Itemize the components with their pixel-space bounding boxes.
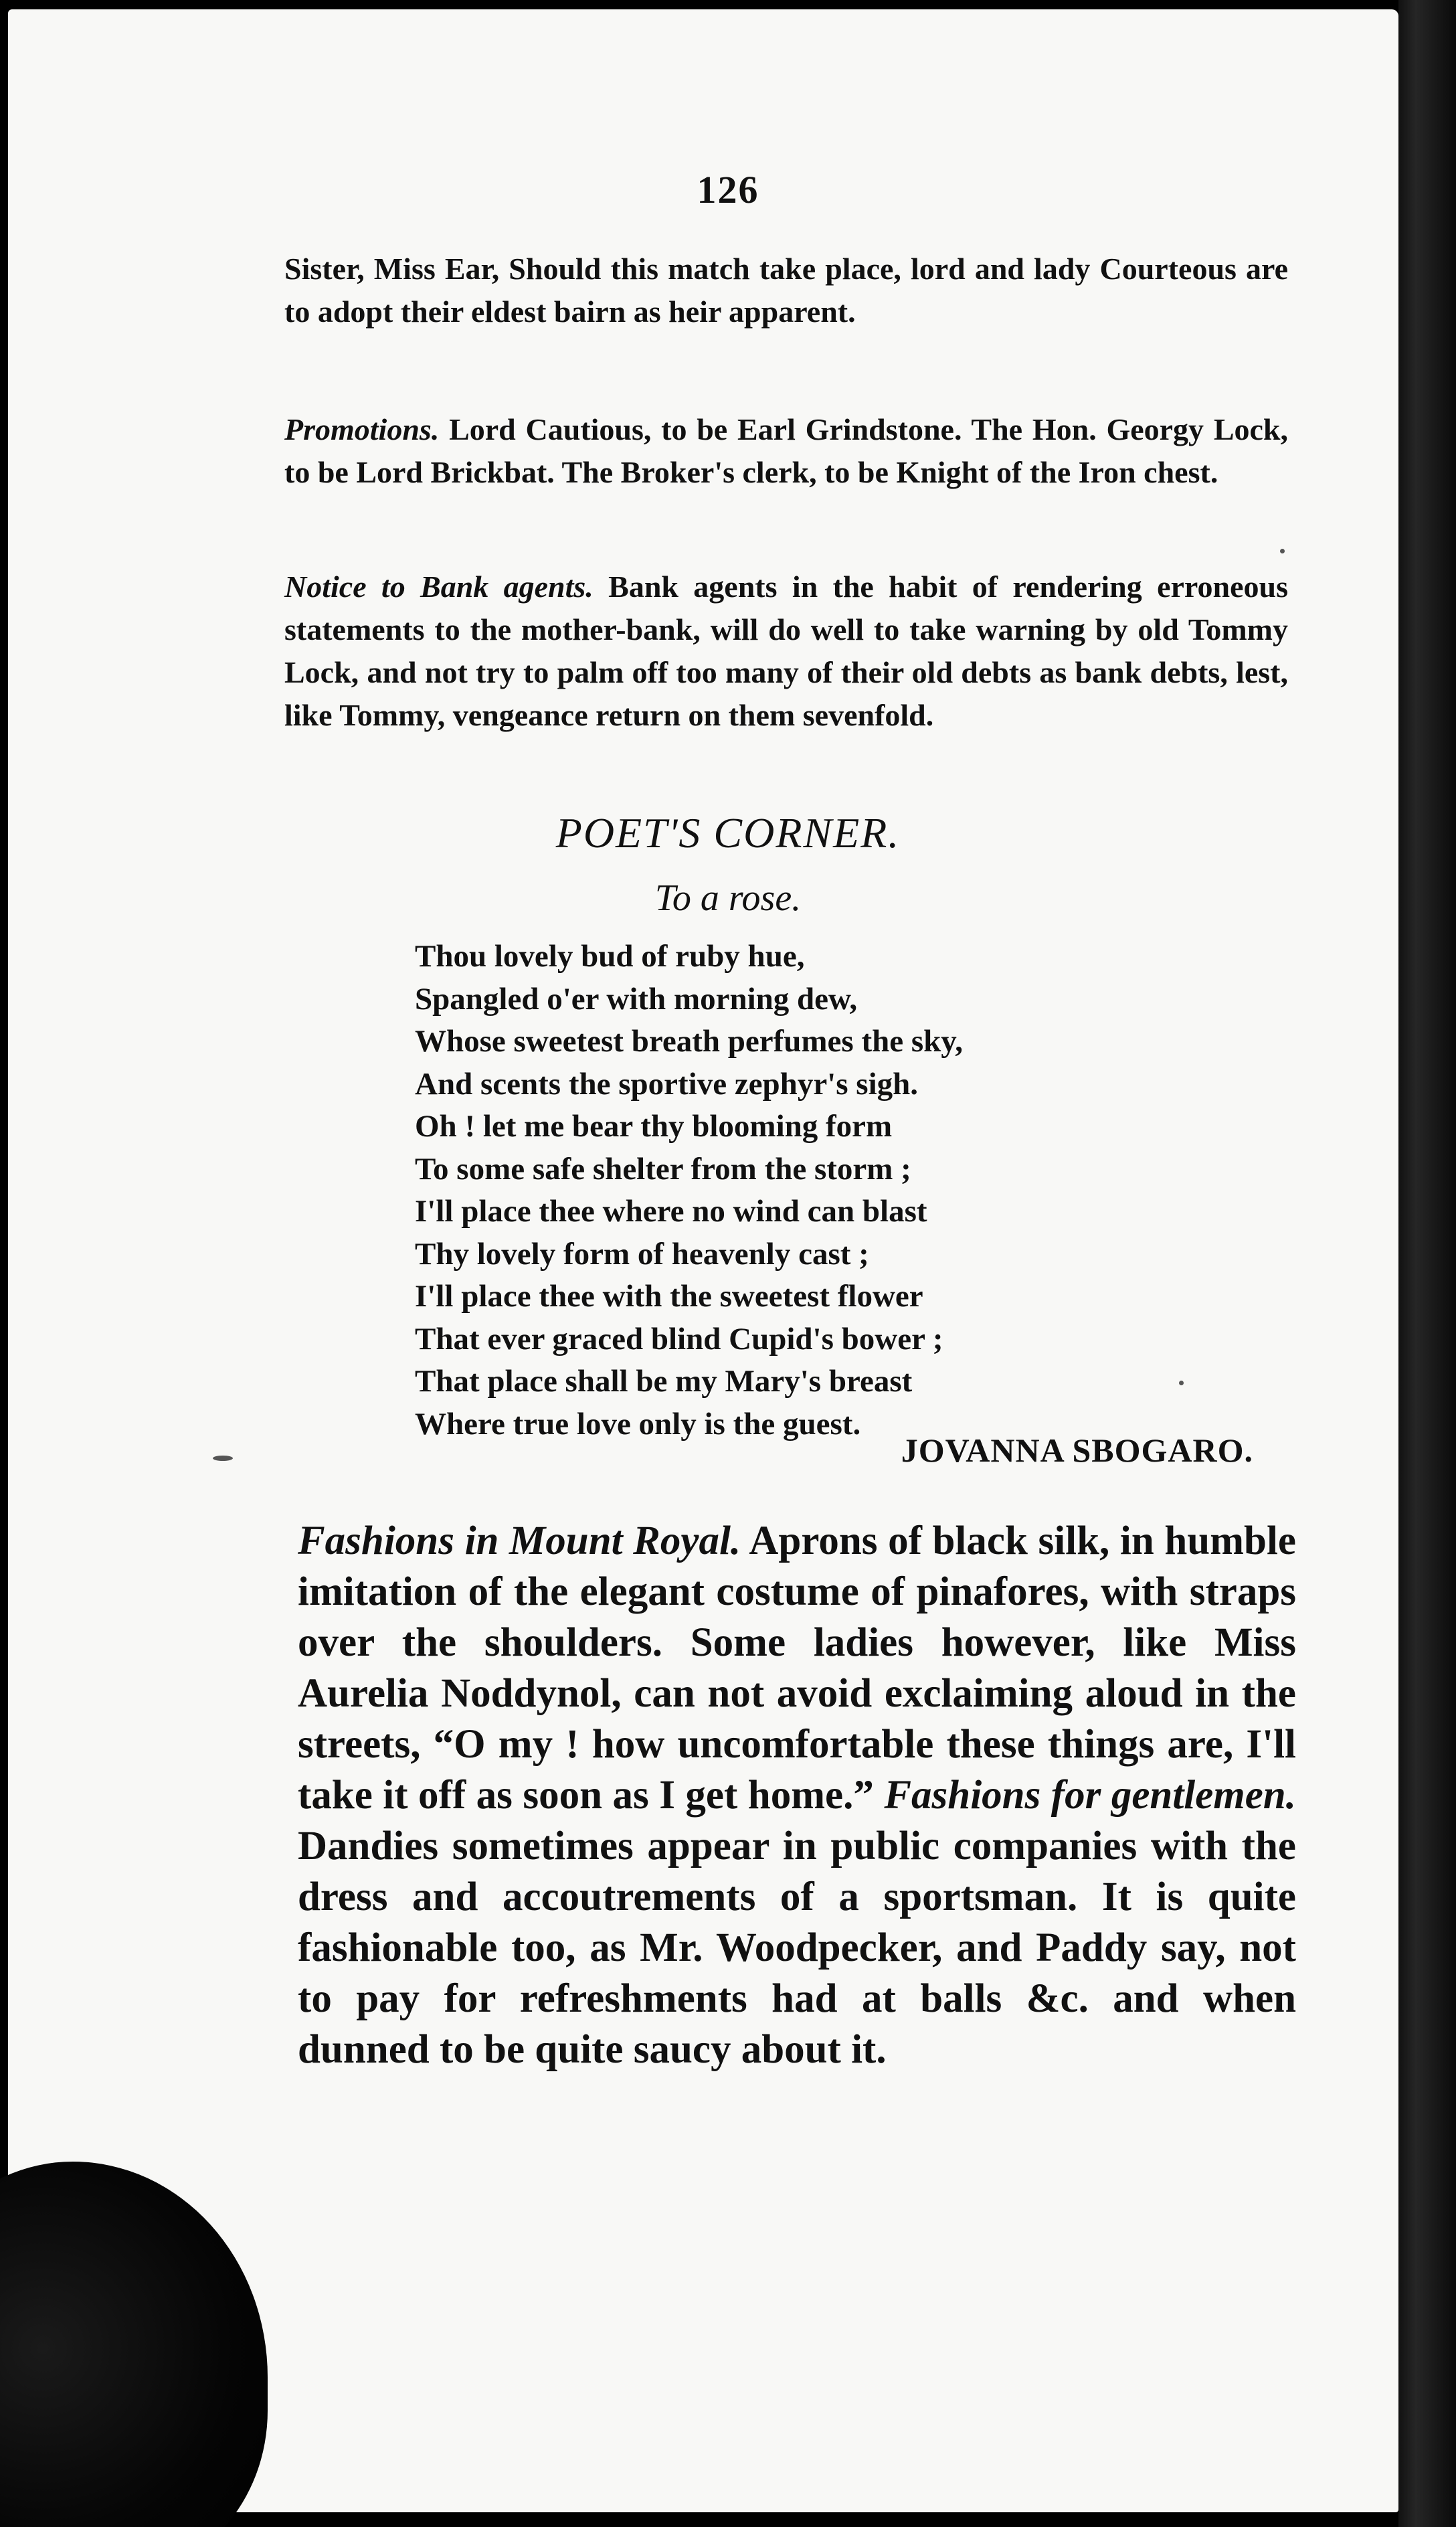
poem-line: That ever graced blind Cupid's bower ; (415, 1321, 943, 1357)
poem-line: Whose sweetest breath perfumes the sky, (415, 1024, 963, 1059)
poem-line: I'll place thee where no wind can blast (415, 1194, 927, 1229)
poem-line: Spangled o'er with morning dew, (415, 981, 858, 1017)
paragraph-text: Dandies sometimes appear in public companies with the dress and accoutrements of a sportsman. It is quite fashionable too, as Mr. Woodpecker, and Paddy say, not to pay for refreshments had at balls &c. and when dunned to be quite saucy about it. (298, 1824, 1296, 2072)
paragraph-text: Lord Cautious, to be Earl Grindstone. The Hon. Georgy Lock, to be Lord Brickbat. The Broker's clerk, to be Knight of the Iron chest. (284, 412, 1288, 489)
ink-speck (1179, 1381, 1184, 1385)
paragraph-lead: Notice to Bank agents. (284, 570, 594, 604)
poem (415, 936, 1218, 1446)
section-title: POET'S CORNER. (555, 809, 901, 857)
paragraph-lead: Fashions for gentlemen. (884, 1773, 1296, 1818)
paragraph-lead: Fashions in Mount Royal. (298, 1518, 741, 1563)
poem-line: Where true love only is the guest. (415, 1406, 861, 1442)
paragraph-sister (284, 248, 1288, 333)
poem-line: Thou lovely bud of ruby hue, (415, 939, 805, 974)
ink-speck (213, 1456, 233, 1461)
paragraph-fashions (298, 1516, 1296, 2075)
poem-line: And scents the sportive zephyr's sigh. (415, 1066, 919, 1102)
paragraph-bank-notice (284, 565, 1288, 737)
paragraph-text: Aprons of black silk, in humble imitation of the elegant costume of pinafores, with straps over the shoulders. Some ladies however, like Miss Aurelia Noddynol, can not avoid exclaiming aloud in the streets, “O my ! how uncomfortable these things are, I'll take it off as soon as I get home.” (298, 1518, 1296, 1818)
paragraph-text: Sister, Miss Ear, Should this match take place, lord and lady Courteous are to adopt their eldest bairn as heir apparent. (284, 252, 1288, 329)
poem-title: To a rose. (654, 877, 802, 919)
paragraph-promotions (284, 408, 1288, 494)
poem-line: I'll place thee with the sweetest flower (415, 1279, 923, 1314)
poem-line: That place shall be my Mary's breast (415, 1364, 913, 1399)
poem-line: Oh ! let me bear thy blooming form (415, 1109, 893, 1144)
paragraph-lead: Promotions. (284, 412, 440, 446)
paragraph-text: Bank agents in the habit of rendering erroneous statements to the mother-bank, will do well to take warning by old Tommy Lock, and not try to palm off too many of their old debts as bank debts, lest, like Tommy, vengeance return on them sevenfold. (284, 570, 1288, 732)
poem-line: Thy lovely form of heavenly cast ; (415, 1236, 869, 1272)
ink-speck (1280, 549, 1285, 553)
book-spine (1398, 0, 1456, 2527)
page-number: 126 (697, 168, 759, 211)
poem-line: To some safe shelter from the storm ; (415, 1151, 911, 1187)
poem-author: JOVANNA SBOGARO. (901, 1431, 1253, 1469)
